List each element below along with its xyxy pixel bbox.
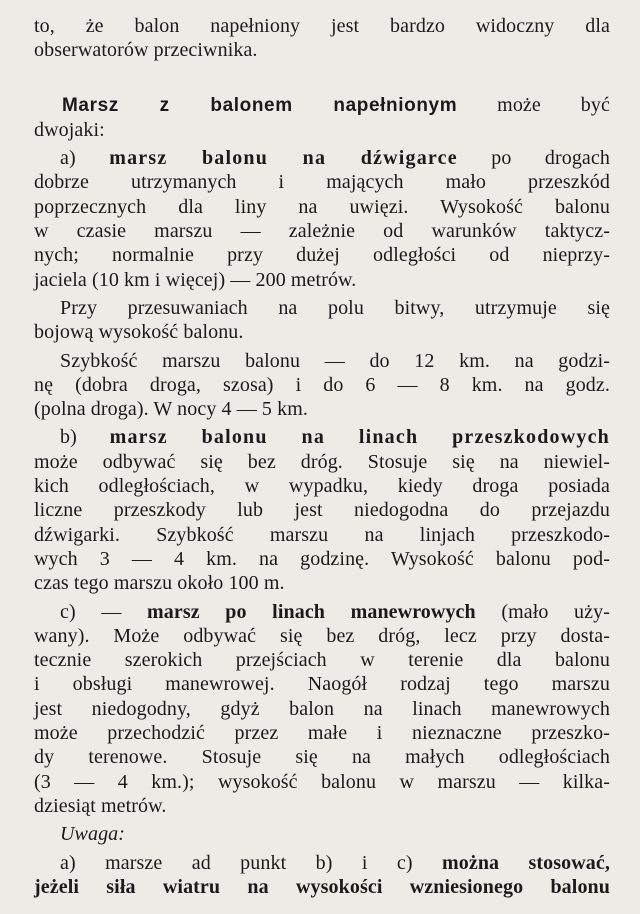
paragraph-note	[34, 851, 610, 900]
text-line: c) — marsz po linach manewrowych (mało uży-	[60, 600, 610, 623]
text-line: Przy przesuwaniach na polu bitwy, utrzymuje się	[60, 296, 610, 319]
text-line: liczne przeszkody lub jest niedogodna do przejazdu	[34, 499, 610, 522]
paragraph-szybkosc	[34, 349, 610, 422]
text-line: Szybkość marszu balonu — do 12 km. na godzi-	[60, 349, 610, 372]
note-label: Uwaga:	[60, 823, 126, 846]
text-line: Marsz z balonem napełnionym może być	[62, 93, 610, 116]
text-line: poprzecznych dla liny na uwięzi. Wysokość balonu	[34, 195, 610, 218]
paragraph-b	[34, 425, 610, 595]
item-b-title: marsz balonu na linach przeszkodowych	[109, 426, 610, 449]
text-line: w czasie marszu — zależnie od warunków taktycz-	[34, 220, 610, 243]
text-line: czas tego marszu około 100 m.	[34, 572, 285, 595]
text-line: (3 — 4 km.); wysokość balonu w marszu — kilka-	[34, 770, 610, 793]
text-line: a) marsze ad punkt b) i c) można stosować,	[60, 851, 610, 874]
text-line: wych 3 — 4 km. na godzinę. Wysokość balonu pod-	[34, 547, 610, 570]
text-line: i obsługi manewrowej. Naogół rodzaj tego marszu	[34, 673, 610, 696]
text-line: (polna droga). W nocy 4 — 5 km.	[34, 398, 308, 421]
text-line: kich odległościach, w wypadku, kiedy droga posiada	[34, 475, 610, 498]
text-line: może odbywać się bez dróg. Stosuje się na niewiel-	[34, 450, 610, 473]
text-line: dziesiąt metrów.	[34, 794, 167, 817]
item-c-title: marsz po linach manewrowych	[147, 600, 476, 623]
item-a-title: marsz balonu na dźwigarce	[109, 147, 458, 170]
text-line: dy terenowe. Stosuje się na małych odległościach	[34, 746, 610, 769]
text-line: wany). Może odbywać się bez dróg, lecz przy dosta-	[34, 624, 610, 647]
text-line: nych; normalnie przy dużej odległości od nieprzy-	[34, 244, 610, 267]
text-line: to, że balon napełniony jest bardzo widoczny dla	[34, 15, 610, 37]
text-line: jeżeli siła wiatru na wysokości wzniesionego balonu	[34, 875, 610, 898]
text-line: b) marsz balonu na linach przeszkodowych	[60, 426, 610, 449]
text-line: dźwigarki. Szybkość marszu na linjach przeszkodo-	[34, 523, 610, 546]
text-line: jest niedogodny, gdyż balon na linach manewrowych	[34, 697, 610, 720]
text-line: obserwatorów przeciwnika.	[34, 39, 258, 62]
paragraph-c	[34, 600, 610, 819]
section-heading: Marsz z balonem napełnionym	[62, 94, 458, 116]
text-line: tecznie szerokich przejściach w terenie dla balonu	[34, 649, 610, 672]
paragraph-przy	[34, 296, 610, 345]
text-line: dwojaki:	[34, 118, 105, 141]
paragraph-intro	[34, 14, 610, 63]
text-line: a) marsz balonu na dźwigarce po drogach	[60, 147, 610, 170]
note-emphasis: można stosować,	[442, 851, 610, 874]
text-line: nę (dobra droga, szosa) i do 6 — 8 km. na godz.	[34, 373, 610, 396]
text-line: jaciela (10 km i więcej) — 200 metrów.	[34, 268, 357, 291]
paragraph-a	[34, 146, 610, 292]
paragraph-heading	[34, 93, 610, 143]
text-line: może przechodzić przez małe i nieznaczne przeszko-	[34, 722, 610, 745]
text-line: bojową wysokość balonu.	[34, 321, 244, 344]
paragraph-uwaga	[34, 822, 610, 846]
text-line: dobrze utrzymanych i mających mało przeszkód	[34, 171, 610, 194]
